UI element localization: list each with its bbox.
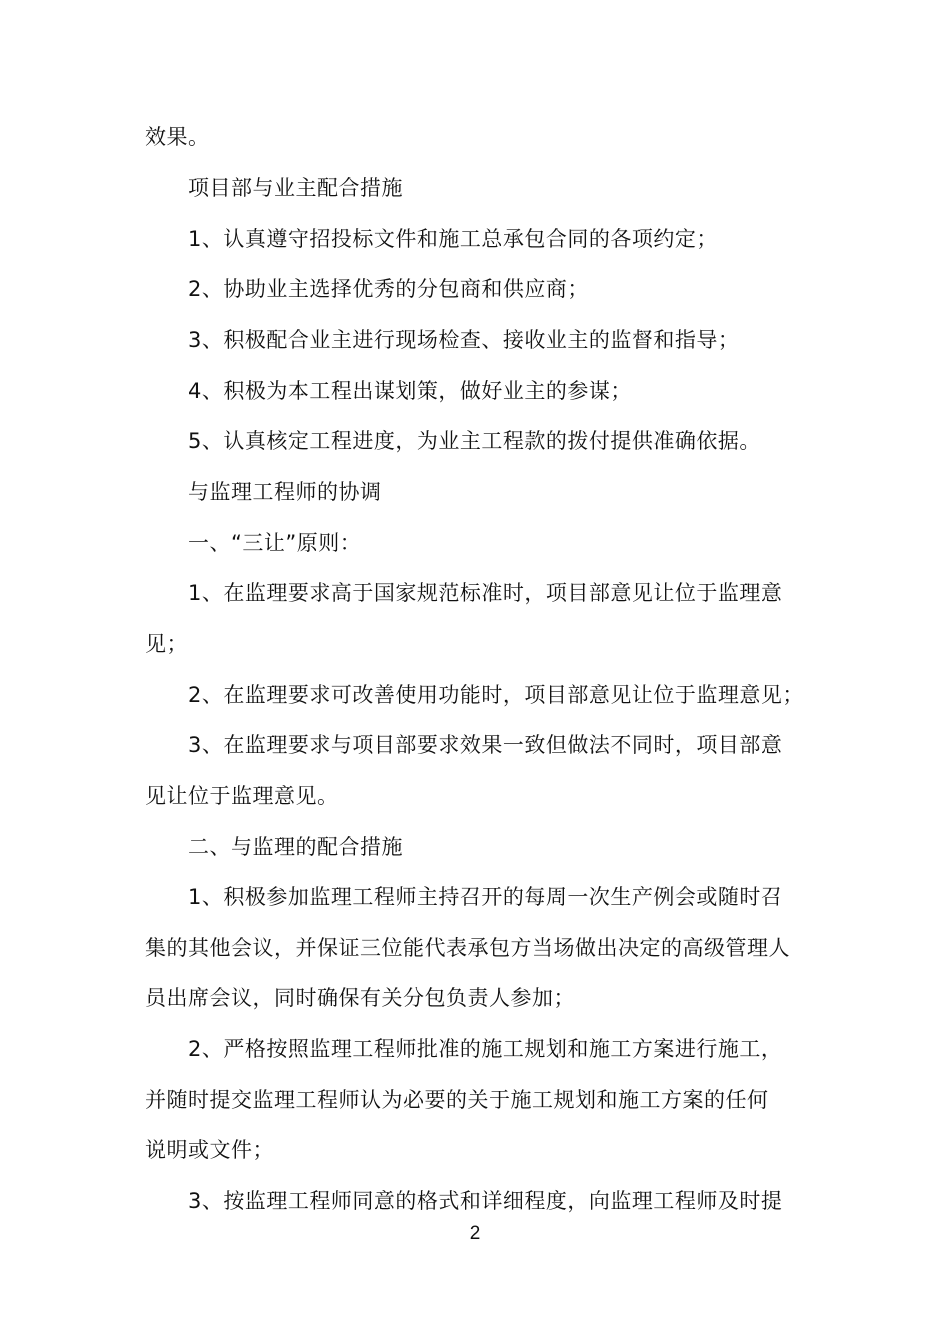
text-line: 说明或文件； — [145, 1138, 274, 1162]
list-item: 5、认真核定工程进度，为业主工程款的拨付提供准确依据。 — [188, 429, 761, 453]
subsection-heading: 一、“三让”原则： — [188, 531, 362, 555]
list-item: 4、积极为本工程出谋划策，做好业主的参谋； — [188, 379, 632, 403]
list-item: 1、在监理要求高于国家规范标准时，项目部意见让位于监理意 — [188, 581, 783, 605]
list-item: 2、协助业主选择优秀的分包商和供应商； — [188, 277, 589, 301]
list-item: 1、认真遵守招投标文件和施工总承包合同的各项约定； — [188, 227, 718, 251]
list-item: 3、按监理工程师同意的格式和详细程度，向监理工程师及时提 — [188, 1189, 783, 1213]
text-line: 效果。 — [145, 125, 210, 149]
section-heading: 项目部与业主配合措施 — [188, 176, 403, 200]
subsection-heading: 二、与监理的配合措施 — [188, 835, 403, 859]
list-item: 3、积极配合业主进行现场检查、接收业主的监督和指导； — [188, 328, 740, 352]
list-item: 2、严格按照监理工程师批准的施工规划和施工方案进行施工， — [188, 1037, 783, 1061]
text-line: 见； — [145, 632, 188, 656]
text-line: 集的其他会议，并保证三位能代表承包方当场做出决定的高级管理人 — [145, 936, 790, 960]
list-item: 2、在监理要求可改善使用功能时，项目部意见让位于监理意见； — [188, 683, 804, 707]
list-item: 3、在监理要求与项目部要求效果一致但做法不同时，项目部意 — [188, 733, 783, 757]
section-heading: 与监理工程师的协调 — [188, 480, 382, 504]
list-item: 1、积极参加监理工程师主持召开的每周一次生产例会或随时召 — [188, 885, 783, 909]
text-line: 员出席会议，同时确保有关分包负责人参加； — [145, 986, 575, 1010]
page-number: 2 — [469, 1223, 481, 1244]
text-line: 并随时提交监理工程师认为必要的关于施工规划和施工方案的任何 — [145, 1088, 769, 1112]
text-line: 见让位于监理意见。 — [145, 784, 339, 808]
